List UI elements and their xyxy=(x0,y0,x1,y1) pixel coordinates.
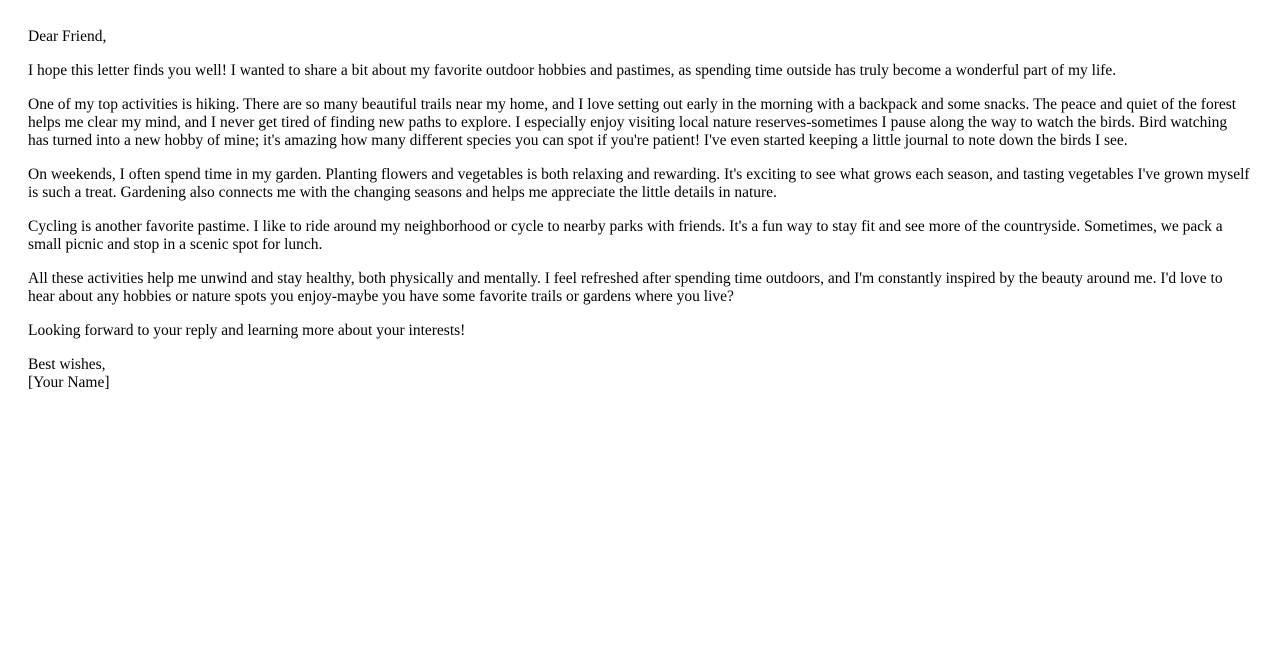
letter-greeting: Dear Friend, xyxy=(28,28,107,45)
letter-closing: Best wishes, xyxy=(28,356,106,373)
letter-body xyxy=(28,28,1250,408)
letter-paragraph-gardening: On weekends, I often spend time in my garden. Planting flowers and vegetables is both relaxing and rewarding. It's exciting to see what grows each season, and tasting vegetables I've grown myself is such a treat. Gardening also connects me with the changing seasons and helps me appreciate the little details in nature. xyxy=(28,166,1250,201)
letter-paragraph-intro: I hope this letter finds you well! I wanted to share a bit about my favorite outdoor hobbies and pastimes, as spending time outside has truly become a wonderful part of my life. xyxy=(28,62,1117,79)
letter-paragraph-hiking: One of my top activities is hiking. There are so many beautiful trails near my home, and I love setting out early in the morning with a backpack and some snacks. The peace and quiet of the forest helps me clear my mind, and I never get tired of finding new paths to explore. I especially enjoy visiting local nature reserves-sometimes I pause along the way to watch the birds. Bird watching has turned into a new hobby of mine; it's amazing how many different species you can spot if you're patient! I've even started keeping a little journal to note down the birds I see. xyxy=(28,96,1237,149)
letter-signature: [Your Name] xyxy=(28,374,110,391)
letter-paragraph-cycling: Cycling is another favorite pastime. I like to ride around my neighborhood or cycle to nearby parks with friends. It's a fun way to stay fit and see more of the countryside. Sometimes, we pack a small picnic and stop in a scenic spot for lunch. xyxy=(28,218,1223,253)
letter-paragraph-closing-remark: Looking forward to your reply and learning more about your interests! xyxy=(28,322,466,339)
letter-paragraph-wellbeing: All these activities help me unwind and stay healthy, both physically and mentally. I feel refreshed after spending time outdoors, and I'm constantly inspired by the beauty around me. I'd love to hear about any hobbies or nature spots you enjoy-maybe you have some favorite trails or gardens where you live? xyxy=(28,270,1223,305)
letter-signoff xyxy=(28,356,1250,392)
